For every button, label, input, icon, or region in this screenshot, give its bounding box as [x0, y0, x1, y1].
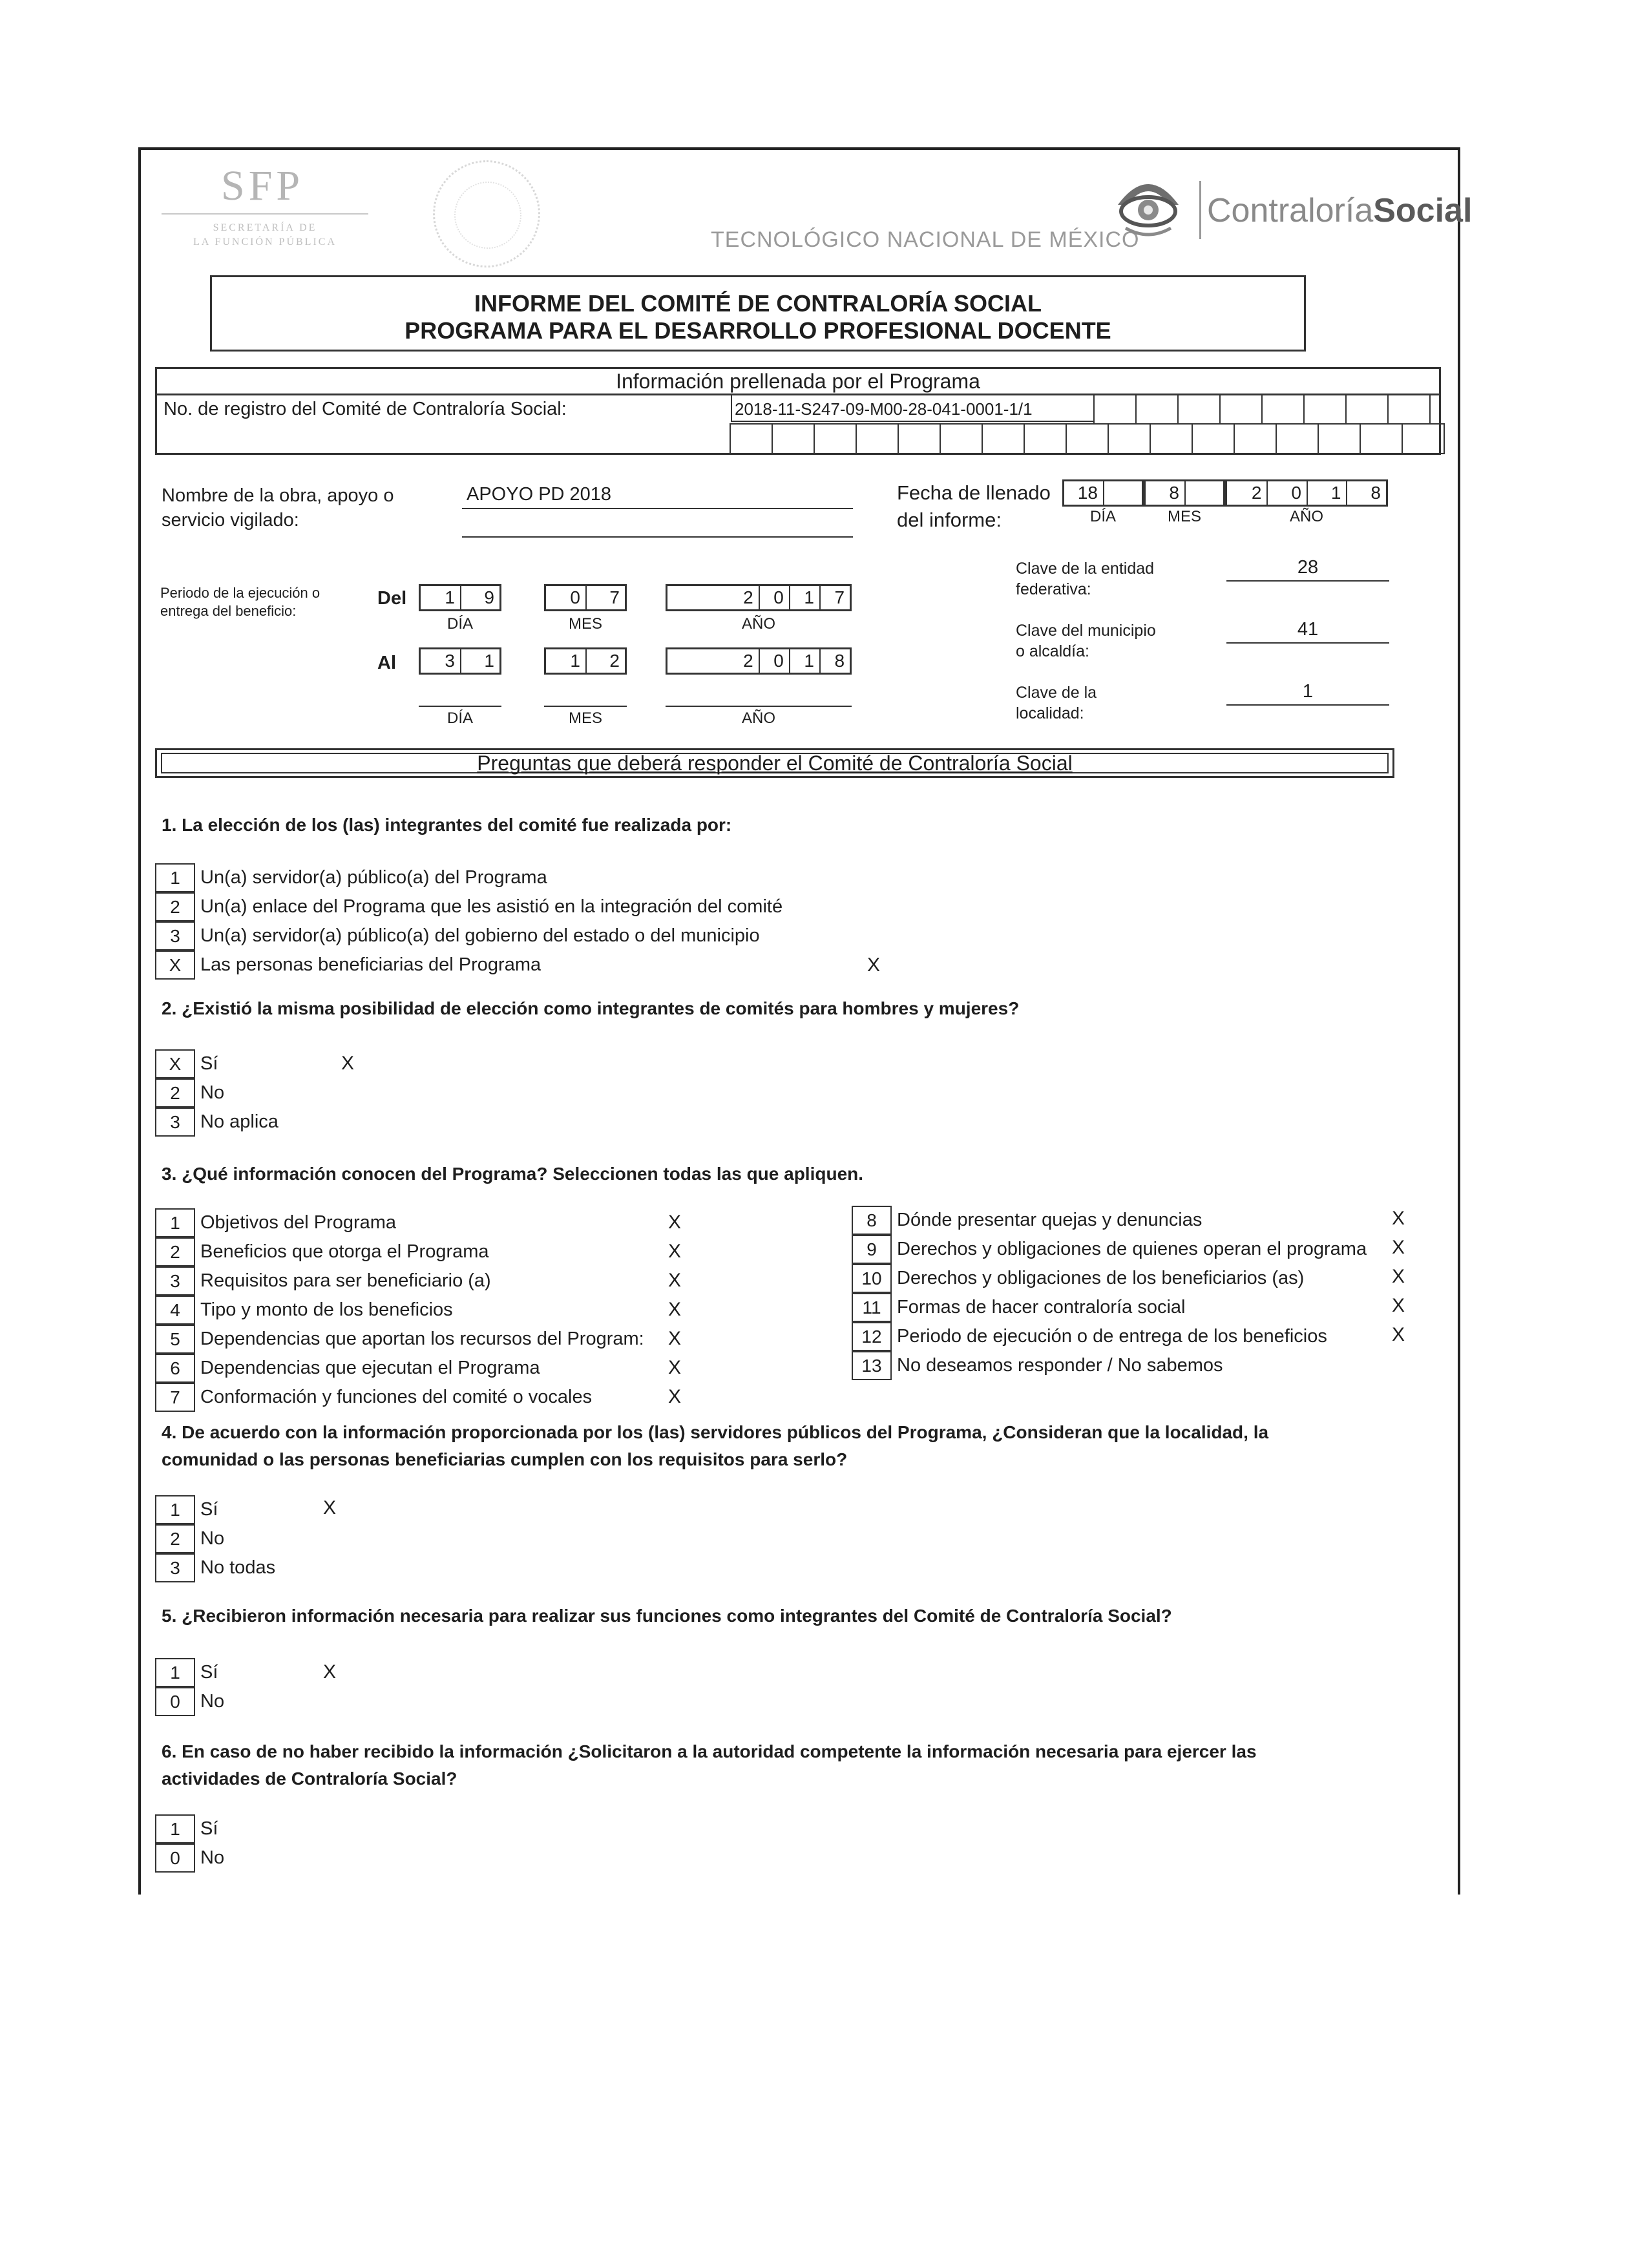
registry-cell[interactable]: [1402, 423, 1445, 454]
question-4-text: [162, 1419, 1268, 1473]
fecha-anio-digit: 8: [1346, 481, 1386, 505]
del-mes-digit: 7: [585, 586, 625, 609]
q3-option-11[interactable]: [852, 1293, 1185, 1322]
q3-option-10-mark: X: [1392, 1266, 1405, 1287]
al-dia-underline: [419, 706, 501, 707]
q3-option-11-label: Formas de hacer contraloría social: [897, 1297, 1186, 1318]
registry-label: No. de registro del Comité de Contraloría Social:: [163, 399, 567, 419]
q6-option-1-label: Sí: [200, 1818, 218, 1839]
q2-option-2[interactable]: [155, 1078, 224, 1108]
q3-option-10-label: Derechos y obligaciones de los beneficiarios (as): [897, 1268, 1305, 1288]
clave-localidad-label: [1016, 682, 1097, 724]
q1-option-4-box: X: [155, 950, 195, 980]
q3-option-4-mark: X: [668, 1299, 682, 1320]
registry-number-field[interactable]: 2018-11-S247-09-M00-28-041-0001-1/1: [731, 394, 1095, 422]
q3-option-10-box: 10: [852, 1264, 892, 1293]
q6-option-1-box: 1: [155, 1814, 195, 1843]
q1-option-3-box: 3: [155, 921, 195, 950]
clave-localidad-underline: [1226, 704, 1389, 706]
del-dia-digit: 9: [460, 586, 499, 609]
al-mes-caption: MES: [568, 709, 602, 727]
fecha-dia-value: 18: [1077, 483, 1098, 503]
contraloria-social-wordmark: [1207, 191, 1472, 230]
fecha-dia-cell: [1103, 481, 1142, 505]
registry-cell[interactable]: [730, 423, 773, 454]
q4-option-3-box: 3: [155, 1553, 195, 1582]
al-dia-digit: 3: [445, 651, 455, 671]
q4-option-2-label: No: [200, 1528, 225, 1549]
q3-option-5-box: 5: [155, 1325, 195, 1354]
contraloria-separator: [1199, 181, 1201, 239]
clave-municipio-label-line2: o alcaldía:: [1016, 642, 1089, 660]
al-anio-digit: 2: [743, 651, 753, 671]
q3-option-6-label: Dependencias que ejecutan el Programa: [200, 1358, 540, 1378]
q3-option-9-label: Derechos y obligaciones de quienes operan el programa: [897, 1239, 1367, 1259]
national-seal-icon: [433, 160, 540, 268]
registry-cells: [731, 394, 1439, 453]
q3-option-1[interactable]: [155, 1208, 396, 1237]
q6-option-2[interactable]: [155, 1843, 224, 1873]
registry-cell[interactable]: [772, 423, 815, 454]
question-4-line1: 4. De acuerdo con la información proporcionada por los (las) servidores públicos del Programa, ¿Consideran que la localidad, la: [162, 1422, 1269, 1442]
fecha-dia-field[interactable]: [1062, 479, 1144, 507]
q2-option-3[interactable]: [155, 1108, 278, 1137]
q3-option-2-mark: X: [668, 1241, 682, 1262]
clave-localidad-label-line1: Clave de la: [1016, 684, 1097, 702]
q3-option-12[interactable]: [852, 1322, 1327, 1351]
q4-option-1-label: Sí: [200, 1499, 218, 1520]
sfp-subtitle-line2: LA FUNCIÓN PÚBLICA: [193, 236, 337, 247]
q2-option-3-label: No aplica: [200, 1111, 278, 1132]
del-dia-caption: DÍA: [446, 615, 473, 633]
form-title-box: [210, 275, 1306, 352]
al-mes-digit: 2: [585, 649, 625, 673]
clave-localidad-label-line2: localidad:: [1016, 704, 1084, 722]
registry-cell[interactable]: [1108, 423, 1151, 454]
q3-option-8-label: Dónde presentar quejas y denuncias: [897, 1210, 1203, 1230]
q3-option-5-label: Dependencias que aportan los recursos del Program:: [200, 1328, 644, 1349]
q4-option-2[interactable]: [155, 1524, 224, 1553]
contraloria-light: Contraloría: [1207, 192, 1374, 229]
del-anio-digit: 7: [819, 586, 850, 609]
al-anio-underline: [666, 706, 852, 707]
q1-option-1-box: 1: [155, 863, 195, 892]
fecha-label: [897, 479, 1051, 534]
q3-option-12-mark: X: [1392, 1324, 1405, 1345]
registry-cell[interactable]: [1024, 423, 1067, 454]
registry-cell[interactable]: [1387, 394, 1431, 425]
q1-option-4-label: Las personas beneficiarias del Programa: [200, 954, 541, 975]
q2-option-1[interactable]: [155, 1049, 218, 1078]
registry-cell[interactable]: [1360, 423, 1403, 454]
del-anio-digit: 2: [743, 587, 753, 607]
fecha-mes-field[interactable]: [1144, 479, 1225, 507]
q3-option-3-mark: X: [668, 1270, 682, 1291]
q3-option-9[interactable]: [852, 1235, 1367, 1264]
q3-option-6[interactable]: [155, 1354, 540, 1383]
fecha-anio-digit: 0: [1266, 481, 1307, 505]
question-6-text: [162, 1738, 1257, 1792]
periodo-al-dia-field[interactable]: [419, 647, 501, 675]
contraloria-bold: Social: [1373, 192, 1473, 229]
del-dia-digit: 1: [445, 587, 455, 607]
sfp-title: SFP: [221, 162, 304, 209]
q2-handwritten-mark: X: [341, 1053, 355, 1074]
registry-cell[interactable]: [1345, 394, 1389, 425]
q5-option-2[interactable]: [155, 1687, 224, 1716]
q3-option-13-label: No deseamos responder / No sabemos: [897, 1355, 1223, 1376]
del-mes-digit: 0: [570, 587, 580, 607]
fecha-anio-field[interactable]: [1225, 479, 1388, 507]
fecha-dia-caption: DÍA: [1089, 508, 1116, 525]
seal-inner-ring: [454, 182, 521, 249]
del-anio-digit: 0: [759, 586, 789, 609]
clave-municipio-label: [1016, 620, 1156, 662]
periodo-del-label: Del: [377, 588, 407, 609]
q4-handwritten-mark: X: [323, 1497, 337, 1518]
periodo-del-dia-field[interactable]: [419, 584, 501, 611]
q3-option-8-box: 8: [852, 1206, 892, 1235]
fecha-mes-cell: [1184, 481, 1223, 505]
registry-cell[interactable]: [1234, 423, 1277, 454]
registry-cell[interactable]: [898, 423, 941, 454]
periodo-del-anio-field[interactable]: [666, 584, 852, 611]
q3-option-2[interactable]: [155, 1237, 489, 1266]
q3-option-7[interactable]: [155, 1383, 592, 1412]
al-dia-digit: 1: [460, 649, 499, 673]
obra-underline-2: [462, 536, 853, 538]
q3-option-4[interactable]: [155, 1296, 453, 1325]
sfp-logo: [162, 162, 375, 258]
q4-option-1[interactable]: [155, 1495, 218, 1524]
q3-option-3-box: 3: [155, 1266, 195, 1296]
q3-option-11-mark: X: [1392, 1295, 1405, 1316]
q3-option-5-mark: X: [668, 1328, 682, 1349]
q3-option-2-box: 2: [155, 1237, 195, 1266]
sfp-divider: [162, 213, 368, 215]
al-anio-digit: 1: [789, 649, 819, 673]
obra-underline-1: [462, 508, 853, 509]
q1-option-2-box: 2: [155, 892, 195, 921]
q1-option-1[interactable]: [155, 863, 547, 892]
q4-option-3[interactable]: [155, 1553, 275, 1582]
fecha-anio-caption: AÑO: [1289, 508, 1323, 525]
q3-option-4-box: 4: [155, 1296, 195, 1325]
registry-row-2: [731, 423, 1445, 453]
periodo-al-label: Al: [377, 653, 396, 673]
registry-section: [155, 367, 1441, 455]
question-6-line2: actividades de Contraloría Social?: [162, 1769, 457, 1789]
registry-cell[interactable]: [1150, 423, 1193, 454]
q3-option-7-label: Conformación y funciones del comité o vocales: [200, 1387, 593, 1407]
registry-cell[interactable]: [1276, 423, 1319, 454]
registry-cell[interactable]: [1177, 394, 1221, 425]
q3-option-1-box: 1: [155, 1208, 195, 1237]
periodo-al-mes-field[interactable]: [544, 647, 627, 675]
clave-entidad-label: [1016, 558, 1154, 600]
registry-row-1: [731, 394, 1431, 423]
registry-header: Información prellenada por el Programa: [157, 369, 1439, 395]
al-mes-digit: 1: [570, 651, 580, 671]
clave-entidad-label-line2: federativa:: [1016, 580, 1091, 598]
question-4-line2: comunidad o las personas beneficiarias cumplen con los requisitos para serlo?: [162, 1449, 848, 1469]
fecha-mes-caption: MES: [1167, 508, 1201, 525]
form-title-line2: PROGRAMA PARA EL DESARROLLO PROFESIONAL DOCENTE: [404, 317, 1111, 344]
registry-cell[interactable]: [1066, 423, 1109, 454]
q5-option-1-label: Sí: [200, 1662, 218, 1683]
q2-option-3-box: 3: [155, 1108, 195, 1137]
question-1-text: 1. La elección de los (las) integrantes del comité fue realizada por:: [162, 815, 732, 835]
registry-cell[interactable]: [1093, 394, 1137, 425]
clave-localidad-value[interactable]: 1: [1302, 681, 1314, 702]
q3-option-2-label: Beneficios que otorga el Programa: [200, 1241, 489, 1262]
q3-option-13[interactable]: [852, 1351, 1223, 1380]
q3-option-3[interactable]: [155, 1266, 491, 1296]
q3-option-10[interactable]: [852, 1264, 1304, 1293]
q5-option-1[interactable]: [155, 1658, 218, 1687]
question-3-text: 3. ¿Qué información conocen del Programa? Seleccionen todas las que apliquen.: [162, 1164, 864, 1184]
clave-entidad-label-line1: Clave de la entidad: [1016, 560, 1155, 578]
q1-option-3-label: Un(a) servidor(a) público(a) del gobierno del estado o del municipio: [200, 925, 760, 946]
q6-option-1[interactable]: [155, 1814, 218, 1843]
q6-option-2-box: 0: [155, 1843, 195, 1873]
fecha-anio-digit: 1: [1307, 481, 1347, 505]
q2-option-1-label: Sí: [200, 1053, 218, 1074]
q4-option-2-box: 2: [155, 1524, 195, 1553]
q3-option-1-label: Objetivos del Programa: [200, 1212, 397, 1233]
al-mes-underline: [544, 706, 627, 707]
q2-option-1-box: X: [155, 1049, 195, 1078]
q3-option-6-box: 6: [155, 1354, 195, 1383]
q2-option-2-label: No: [200, 1082, 225, 1103]
q3-option-8-mark: X: [1392, 1208, 1405, 1229]
clave-municipio-underline: [1226, 642, 1389, 644]
del-anio-digit: 1: [789, 586, 819, 609]
registry-cell[interactable]: [982, 423, 1025, 454]
al-anio-caption: AÑO: [741, 709, 775, 727]
clave-municipio-label-line1: Clave del municipio: [1016, 622, 1156, 640]
q3-option-9-mark: X: [1392, 1237, 1405, 1258]
questions-banner: [155, 748, 1394, 778]
registry-cell[interactable]: [940, 423, 983, 454]
periodo-al-anio-field[interactable]: [666, 647, 852, 675]
q1-option-4[interactable]: [155, 950, 541, 980]
obra-label: [162, 483, 394, 532]
q3-option-7-box: 7: [155, 1383, 195, 1412]
q3-option-1-mark: X: [668, 1212, 682, 1233]
q2-option-2-box: 2: [155, 1078, 195, 1108]
sfp-subtitle: [162, 221, 368, 249]
periodo-del-mes-field[interactable]: [544, 584, 627, 611]
obra-label-line1: Nombre de la obra, apoyo o: [162, 485, 394, 506]
clave-entidad-value[interactable]: 28: [1297, 557, 1319, 578]
clave-municipio-value[interactable]: 41: [1297, 619, 1319, 640]
registry-cell[interactable]: [814, 423, 857, 454]
q1-option-2-label: Un(a) enlace del Programa que les asistió en la integración del comité: [200, 896, 783, 917]
q3-option-13-box: 13: [852, 1351, 892, 1380]
q3-option-12-label: Periodo de ejecución o de entrega de los beneficios: [897, 1326, 1327, 1347]
q4-option-1-box: 1: [155, 1495, 195, 1524]
q3-option-6-mark: X: [668, 1357, 682, 1378]
q3-option-7-mark: X: [668, 1386, 682, 1407]
question-2-text: 2. ¿Existió la misma posibilidad de elección como integrantes de comités para hombres y mujeres?: [162, 998, 1020, 1018]
fecha-mes-value: 8: [1169, 483, 1179, 503]
q5-option-2-label: No: [200, 1691, 225, 1712]
q3-option-4-label: Tipo y monto de los beneficios: [200, 1299, 453, 1320]
q1-option-1-label: Un(a) servidor(a) público(a) del Programa: [200, 867, 547, 888]
q3-option-5[interactable]: [155, 1325, 688, 1354]
obra-label-line2: servicio vigilado:: [162, 510, 299, 530]
q3-option-9-box: 9: [852, 1235, 892, 1264]
registry-cell[interactable]: [1318, 423, 1361, 454]
q3-option-8[interactable]: [852, 1206, 1202, 1235]
question-5-text: 5. ¿Recibieron información necesaria para realizar sus funciones como integrantes del Comité de Contraloría Social?: [162, 1606, 1172, 1626]
clave-entidad-underline: [1226, 580, 1389, 582]
al-dia-caption: DÍA: [446, 709, 473, 727]
question-6-line1: 6. En caso de no haber recibido la información ¿Solicitaron a la autoridad competente la información necesaria para ejercer las: [162, 1741, 1257, 1761]
sfp-subtitle-line1: SECRETARÍA DE: [213, 222, 317, 233]
fecha-label-line1: Fecha de llenado: [897, 481, 1051, 504]
q5-option-1-box: 1: [155, 1658, 195, 1687]
registry-cell[interactable]: [856, 423, 899, 454]
q1-option-2[interactable]: [155, 892, 782, 921]
q1-handwritten-mark: X: [867, 954, 881, 976]
tecnm-label: TECNOLÓGICO NACIONAL DE MÉXICO: [711, 227, 1140, 252]
q6-option-2-label: No: [200, 1847, 225, 1868]
fecha-label-line2: del informe:: [897, 509, 1002, 531]
obra-value[interactable]: APOYO PD 2018: [467, 484, 612, 505]
q1-option-3[interactable]: [155, 921, 760, 950]
periodo-label-line1: Periodo de la ejecución o: [160, 585, 320, 601]
al-anio-digit: 0: [759, 649, 789, 673]
q5-handwritten-mark: X: [323, 1661, 337, 1683]
questions-banner-title: Preguntas que deberá responder el Comité de Contraloría Social: [161, 753, 1389, 773]
del-anio-caption: AÑO: [741, 615, 775, 633]
registry-cell[interactable]: [1192, 423, 1235, 454]
periodo-label-line2: entrega del beneficio:: [160, 603, 297, 619]
q3-option-12-box: 12: [852, 1322, 892, 1351]
fecha-anio-digit: 2: [1251, 483, 1262, 503]
registry-cell[interactable]: [1219, 394, 1263, 425]
form-title-line1: INFORME DEL COMITÉ DE CONTRALORÍA SOCIAL: [474, 290, 1042, 317]
registry-cell[interactable]: [1303, 394, 1347, 425]
contraloria-eye-logo-icon: [1113, 165, 1184, 249]
q4-option-3-label: No todas: [200, 1557, 276, 1578]
del-mes-caption: MES: [568, 615, 602, 633]
q5-option-2-box: 0: [155, 1687, 195, 1716]
registry-cell[interactable]: [1135, 394, 1179, 425]
periodo-label: [160, 584, 320, 620]
q3-option-11-box: 11: [852, 1293, 892, 1322]
registry-cell[interactable]: [1261, 394, 1305, 425]
q3-option-3-label: Requisitos para ser beneficiario (a): [200, 1270, 491, 1291]
al-anio-digit: 8: [819, 649, 850, 673]
